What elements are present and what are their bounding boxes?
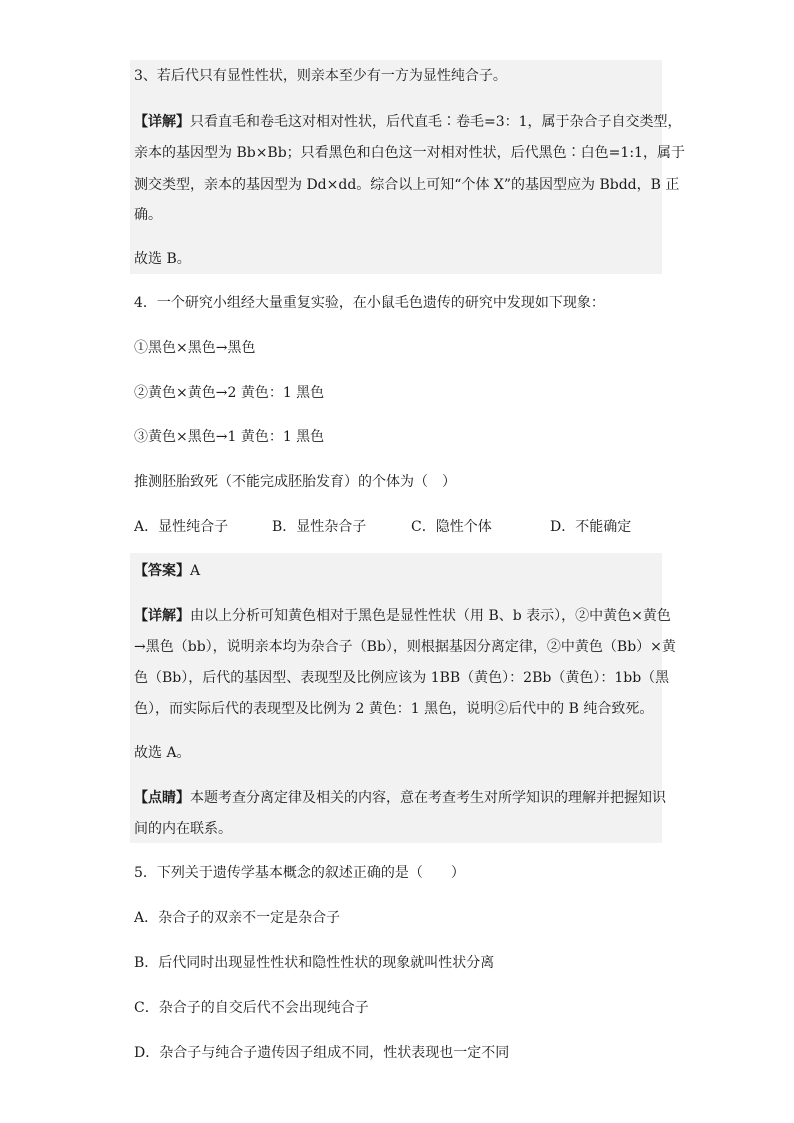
detail-text: 只看直毛和卷毛这对相对性状，后代直毛∶卷毛=3：1，属于杂合子自交类型，: [190, 114, 682, 130]
q4-option-d: D．不能确定: [550, 519, 632, 535]
q4-question: 推测胚胎致死（不能完成胚胎发育）的个体为（ ）: [134, 474, 456, 490]
q4-option-c: C．隐性个体: [411, 519, 492, 535]
q3-detail-line-1: [134, 112, 682, 132]
answer-tag: 【答案】: [134, 563, 190, 579]
q5-stem: 5．下列关于遗传学基本概念的叙述正确的是（ ）: [134, 865, 465, 881]
detail-text: 由以上分析可知黄色相对于黑色是显性性状（用 B、b 表示），②中黄色×黄色: [190, 608, 671, 624]
detail-tag: 【详解】: [134, 608, 190, 624]
q3-detail-line-4: 确。: [134, 207, 162, 223]
q3-detail-line-3: 测交类型，亲本的基因型为 Dd×dd。综合以上可知“个体 X”的基因型应为 Bbdd，B 正: [134, 177, 680, 193]
q4-option-a: A．显性纯合子: [134, 519, 229, 535]
q4-detail-line-4: 色），而实际后代的表现型及比例为 2 黄色：1 黑色，说明②后代中的 B 纯合致死。: [134, 701, 654, 717]
answer-value: A: [190, 563, 201, 579]
q5-option-a: A．杂合子的双亲不一定是杂合子: [134, 910, 341, 926]
q3-choose: 故选 B。: [134, 251, 191, 267]
q4-detail-line-3: 色（Bb），后代的基因型、表现型及比例应该为 1BB（黄色）：2Bb（黄色）：1bb（黑: [134, 670, 670, 686]
q4-answer: [134, 561, 200, 581]
q5-option-b: B．后代同时出现显性性状和隐性性状的现象就叫性状分离: [134, 955, 495, 971]
q4-option-b: B．显性杂合子: [272, 519, 367, 535]
q4-comment-line-1: [134, 788, 666, 808]
q4-detail-line-1: [134, 606, 671, 626]
comment-tag: 【点睛】: [134, 790, 190, 806]
q5-option-d: D．杂合子与纯合子遗传因子组成不同，性状表现也一定不同: [134, 1045, 510, 1061]
detail-tag: 【详解】: [134, 114, 190, 130]
q5-option-c: C．杂合子的自交后代不会出现纯合子: [134, 1000, 369, 1016]
q4-comment-line-2: 间的内在联系。: [134, 821, 232, 837]
q3-detail-line-2: 亲本的基因型为 Bb×Bb；只看黑色和白色这一对相对性状，后代黑色∶白色=1:1，属于: [134, 145, 685, 161]
q4-observation-1: ①黑色×黑色→黑色: [134, 340, 256, 356]
q4-stem: 4．一个研究小组经大量重复实验，在小鼠毛色遗传的研究中发现如下现象：: [134, 295, 605, 311]
q4-observation-2: ②黄色×黄色→2 黄色：1 黑色: [134, 385, 325, 401]
q4-choose: 故选 A。: [134, 745, 191, 761]
q4-observation-3: ③黄色×黑色→1 黄色：1 黑色: [134, 429, 325, 445]
q4-detail-line-2: →黑色（bb），说明亲本均为杂合子（Bb），则根据基因分离定律，②中黄色（Bb）×黄: [134, 639, 676, 655]
solution-block-q3: [130, 60, 662, 274]
q3-statement: 3、若后代只有显性性状，则亲本至少有一方为显性纯合子。: [134, 68, 507, 84]
comment-text: 本题考查分离定律及相关的内容，意在考查考生对所学知识的理解并把握知识: [190, 790, 666, 806]
